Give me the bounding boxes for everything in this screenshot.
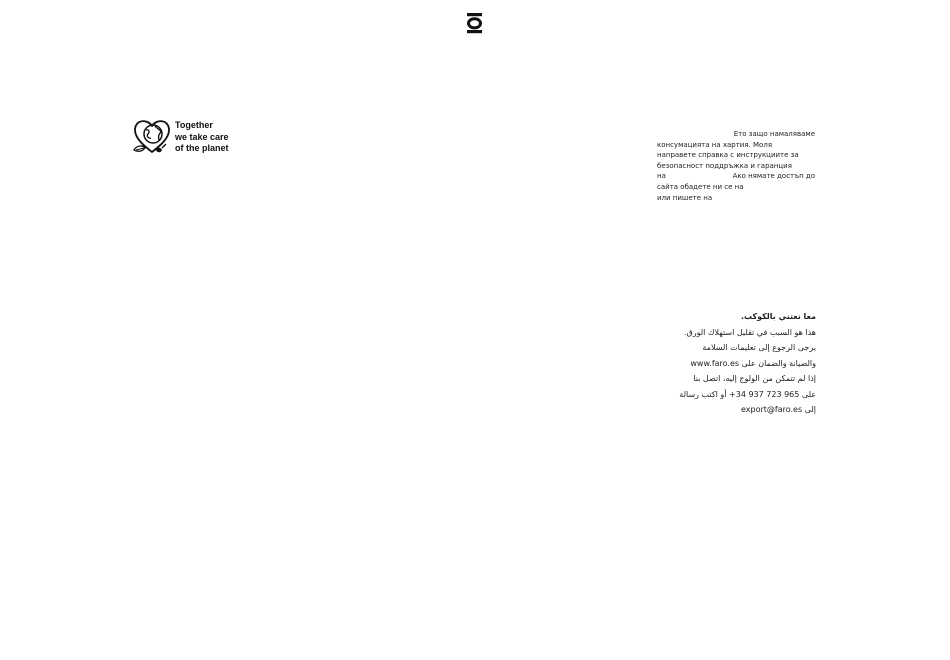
ar-line-email bbox=[640, 402, 816, 418]
ar-line-text: والصيانة والضمان على bbox=[741, 358, 816, 368]
bg-line-split bbox=[657, 171, 815, 182]
bg-line: направете справка с инструкциите за bbox=[657, 151, 799, 160]
faro-logo-icon bbox=[466, 12, 483, 34]
ar-line-website bbox=[640, 356, 816, 372]
eco-badge-line: Together bbox=[175, 120, 213, 130]
eco-badge-text bbox=[175, 120, 229, 155]
bg-line: или пишете на bbox=[657, 193, 713, 202]
phone-number[interactable]: +34 937 723 965 bbox=[729, 389, 800, 399]
bulgarian-notice bbox=[657, 129, 815, 203]
eco-badge bbox=[132, 117, 252, 159]
ar-line: هذا هو السبب في تقليل استهلاك الورق. bbox=[683, 327, 816, 337]
bg-line: консумацията на хартия. Моля bbox=[657, 140, 773, 149]
bg-line: на bbox=[657, 172, 666, 181]
bg-line: Ако нямате достъп до bbox=[732, 172, 815, 181]
ar-line-text: أو اكتب رسالة bbox=[679, 389, 727, 399]
ar-line-phone bbox=[640, 387, 816, 403]
eco-badge-line: of the planet bbox=[175, 143, 229, 153]
ar-line-text: إلى bbox=[804, 405, 816, 414]
ar-line: إذا لم تتمكن من الولوج إليه، اتصل بنا bbox=[693, 374, 816, 383]
heart-globe-icon bbox=[132, 117, 174, 159]
bg-line: безопасност поддръжка и гаранция bbox=[657, 161, 792, 170]
bg-line: сайта обадете ни се на bbox=[657, 182, 744, 191]
ar-line-text: على bbox=[801, 389, 816, 399]
ar-line: يرجى الرجوع إلى تعليمات السلامة bbox=[702, 343, 816, 352]
website-link[interactable]: www.faro.es bbox=[690, 358, 740, 368]
arabic-notice bbox=[640, 309, 816, 418]
bg-line: Ето защо намаляваме bbox=[733, 130, 815, 138]
eco-badge-line: we take care bbox=[175, 131, 229, 142]
ar-title: معا نعتني بالكوكب. bbox=[740, 312, 816, 321]
email-link[interactable]: export@faro.es bbox=[740, 405, 803, 414]
